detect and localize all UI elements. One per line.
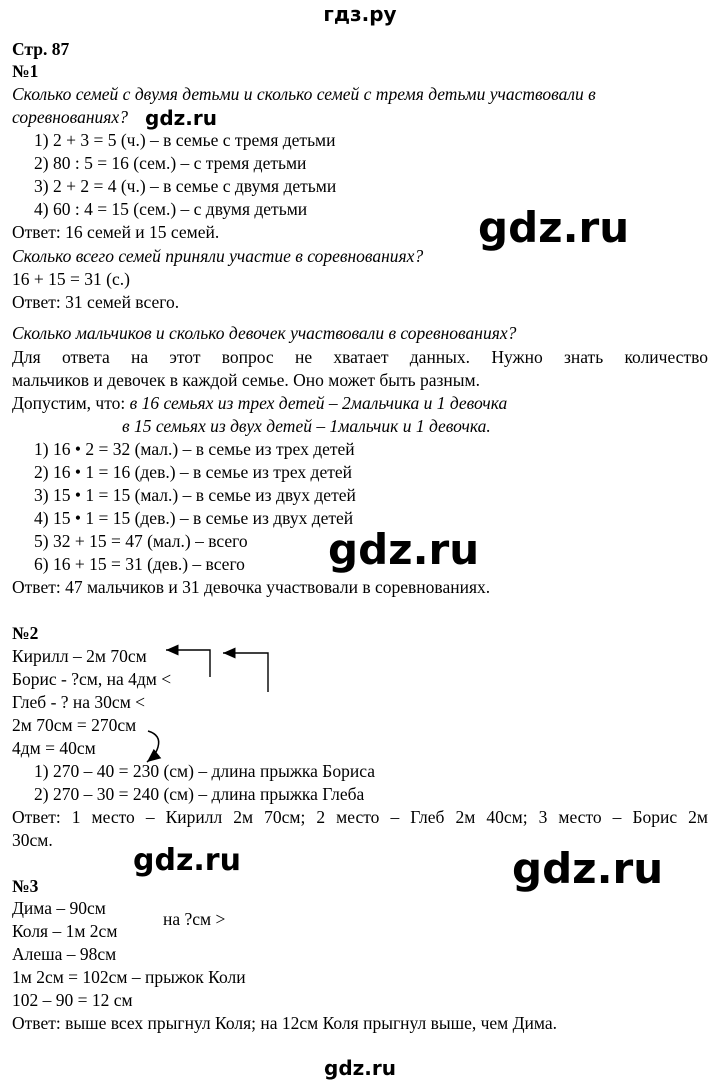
task1-note-line2: мальчиков и девочек в каждой семье. Оно может быть разным. <box>12 370 481 390</box>
task2-answer-line2: 30см. <box>12 830 53 850</box>
task1-calc-step: 4) 15 • 1 = 15 (дев.) – в семье из двух детей <box>34 508 354 528</box>
task2-answer-line1: Ответ: 1 место – Кирилл 2м 70см; 2 место – Глеб 2м 40см; 3 место – Борис 2м <box>12 807 708 827</box>
task1-step: 2) 80 : 5 = 16 (сем.) – с тремя детьми <box>34 153 307 173</box>
task1-question3: Сколько мальчиков и сколько девочек участвовали в соревнованиях? <box>12 323 517 343</box>
task3-line-kolya: Коля – 1м 2см <box>12 921 118 941</box>
task2-line-conversion2: 4дм = 40см <box>12 738 96 758</box>
task1-step: 1) 2 + 3 = 5 (ч.) – в семье с тремя детьми <box>34 130 336 150</box>
site-footer: gdz.ru <box>324 1056 396 1080</box>
task2-step: 2) 270 – 30 = 240 (см) – длина прыжка Глеба <box>34 784 365 804</box>
task1-assumption-line2: в 15 семьях из двух детей – 1мальчик и 1 девочка. <box>122 416 491 436</box>
task1-number: №1 <box>12 61 39 81</box>
task3-brace-label: на ?см > <box>163 909 226 929</box>
watermark: gdz.ru <box>145 106 217 130</box>
task1-note-line1: Для ответа на этот вопрос не хватает данных. Нужно знать количество <box>12 347 708 367</box>
task3-number: №3 <box>12 876 39 896</box>
task1-question1-line2: соревнованиях? <box>12 107 128 127</box>
task1-step: 4) 60 : 4 = 15 (сем.) – с двумя детьми <box>34 199 308 219</box>
watermark: gdz.ru <box>478 203 630 252</box>
task3-line-dima: Дима – 90см <box>12 898 106 918</box>
task2-step: 1) 270 – 40 = 230 (см) – длина прыжка Бориса <box>34 761 375 781</box>
task3-line-alesha: Алеша – 98см <box>12 944 117 964</box>
task1-calc-step: 2) 16 • 1 = 16 (дев.) – в семье из трех детей <box>34 462 352 482</box>
task1-step: 3) 2 + 2 = 4 (ч.) – в семье с двумя детьми <box>34 176 337 196</box>
task3-line-conversion: 1м 2см = 102см – прыжок Коли <box>12 967 246 987</box>
task1-calc-step: 6) 16 + 15 = 31 (дев.) – всего <box>34 554 245 574</box>
watermark: gdz.ru <box>512 844 664 893</box>
task3-line-calc: 102 – 90 = 12 см <box>12 990 133 1010</box>
task1-calc2: 16 + 15 = 31 (с.) <box>12 269 130 289</box>
assumption-1: в 16 семьях из трех детей – 2мальчика и 1 девочка <box>129 393 508 413</box>
task1-answer2: Ответ: 31 семей всего. <box>12 292 180 312</box>
task2-number: №2 <box>12 623 39 643</box>
task1-calc-step: 3) 15 • 1 = 15 (мал.) – в семье из двух детей <box>34 485 356 505</box>
task1-question1-line1: Сколько семей с двумя детьми и сколько семей с тремя детьми участвовали в <box>12 84 596 104</box>
task1-question2: Сколько всего семей приняли участие в соревнованиях? <box>12 246 424 266</box>
assumption-prefix: Допустим, что: <box>12 393 130 413</box>
task1-calc-step: 1) 16 • 2 = 32 (мал.) – в семье из трех детей <box>34 439 355 459</box>
site-header: гдз.ру <box>323 2 397 26</box>
task1-answer3: Ответ: 47 мальчиков и 31 девочка участвовали в соревнованиях. <box>12 577 491 597</box>
task2-line-gleb: Глеб - ? на 30см < <box>12 692 146 712</box>
task1-answer1: Ответ: 16 семей и 15 семей. <box>12 222 220 242</box>
watermark: gdz.ru <box>133 843 241 878</box>
task1-calc-step: 5) 32 + 15 = 47 (мал.) – всего <box>34 531 248 551</box>
watermark: gdz.ru <box>328 525 480 574</box>
task2-line-conversion1: 2м 70см = 270см <box>12 715 137 735</box>
task2-line-boris: Борис - ?см, на 4дм < <box>12 669 172 689</box>
task3-answer: Ответ: выше всех прыгнул Коля; на 12см Коля прыгнул выше, чем Дима. <box>12 1013 558 1033</box>
task2-line-kirill: Кирилл – 2м 70см <box>12 646 147 666</box>
page-label: Стр. 87 <box>12 39 70 59</box>
